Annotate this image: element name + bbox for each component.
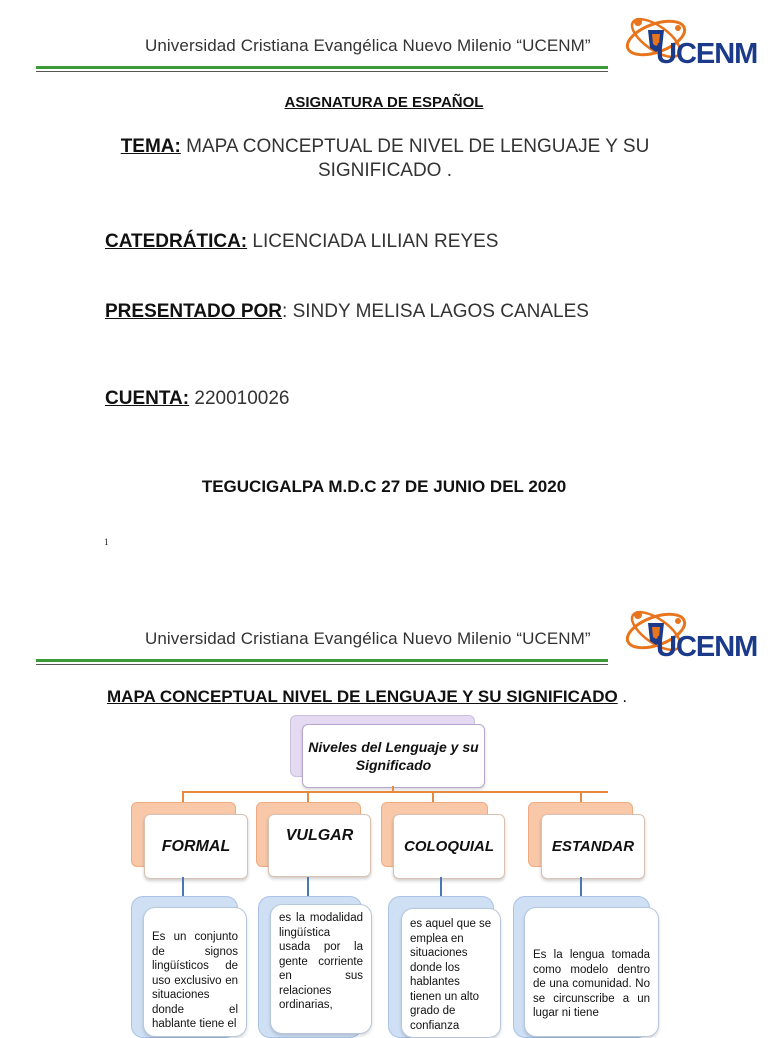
presentado-field (105, 301, 589, 323)
connector-coloquial-desc (440, 877, 442, 897)
page-number: 1 (104, 537, 109, 547)
cuenta-value: 220010026 (189, 388, 290, 409)
formal-description: Es un conjunto de signos lingüísticos de uso exclusivo en situaciones donde el hablante tiene el (143, 907, 247, 1037)
catedratica-field (105, 231, 498, 253)
connector-vulgar-desc (307, 877, 309, 897)
university-header-p2: Universidad Cristiana Evangélica Nuevo Milenio “UCENM” (145, 629, 591, 648)
coloquial-node: COLOQUIAL (393, 814, 505, 879)
connector-estandar-desc (580, 877, 582, 897)
tema-block (115, 135, 655, 183)
map-title-suffix: . (617, 687, 628, 706)
map-title (107, 687, 627, 707)
ucenm-logo-text: UCENM (656, 38, 758, 70)
estandar-node: ESTANDAR (541, 814, 645, 879)
estandar-description: Es la lengua tomada como modelo dentro de una comunidad. No se circunscribe a un lugar ni tiene (524, 907, 659, 1037)
cuenta-field (105, 388, 289, 410)
formal-node: FORMAL (144, 814, 248, 879)
university-header: Universidad Cristiana Evangélica Nuevo Milenio “UCENM” (145, 36, 591, 55)
header-rule-p2 (36, 659, 608, 662)
place-date: TEGUCIGALPA M.D.C 27 DE JUNIO DEL 2020 (201, 477, 567, 496)
root-node: Niveles del Lenguaje y su Significado (302, 724, 485, 788)
map-title-text: MAPA CONCEPTUAL NIVEL DE LENGUAJE Y SU SIGNIFICADO (107, 687, 618, 706)
coloquial-description: es aquel que se emplea en situaciones donde los hablantes tienen un alto grado de confianza (401, 908, 501, 1038)
tema-value: MAPA CONCEPTUAL DE NIVEL DE LENGUAJE Y SU SIGNIFICADO . (180, 136, 650, 181)
header-rule (36, 66, 608, 69)
catedratica-label: CATEDRÁTICA: (105, 231, 248, 252)
subject-title: ASIGNATURA DE ESPAÑOL (284, 94, 484, 111)
catedratica-value: LICENCIADA LILIAN REYES (247, 231, 499, 252)
vulgar-description: es la modalidad lingüística usada por la gente corriente en sus relaciones ordinarias, (270, 904, 372, 1034)
presentado-label: PRESENTADO POR (105, 301, 283, 322)
vulgar-node: VULGAR (268, 814, 371, 877)
connector-horizontal (182, 791, 608, 793)
cuenta-label: CUENTA: (105, 388, 190, 409)
header-rule-thin-p2 (36, 664, 608, 665)
tema-label: TEMA: (120, 136, 181, 157)
presentado-value: : SINDY MELISA LAGOS CANALES (282, 301, 589, 322)
header-rule-thin (36, 71, 608, 72)
ucenm-logo-text-p2: UCENM (656, 631, 758, 663)
connector-formal-desc (182, 877, 184, 897)
